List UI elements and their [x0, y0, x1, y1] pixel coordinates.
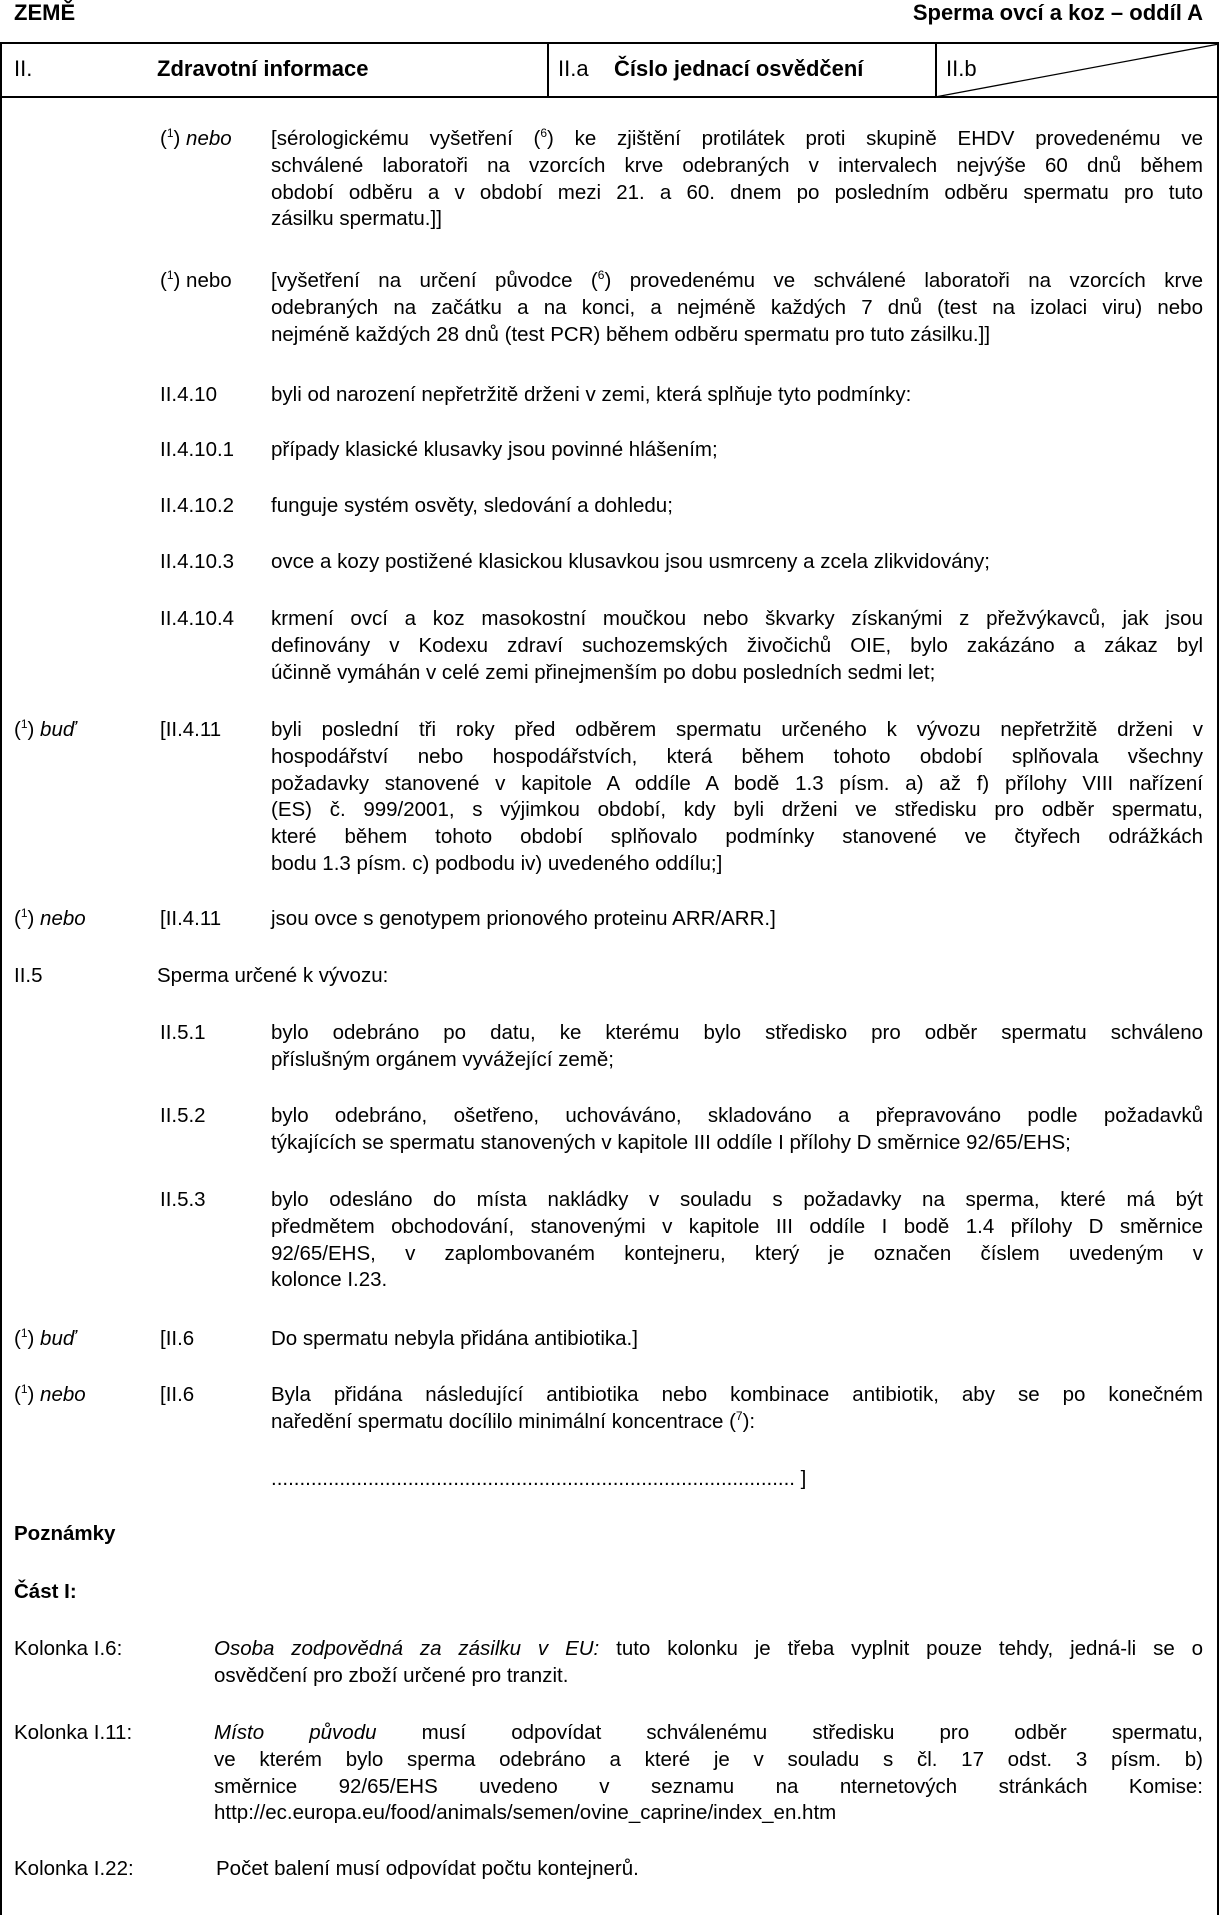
entry-code: II.4.10.3 [160, 550, 235, 573]
entry-text: bylo odebráno po datu, ke kterému bylo středisko pro odběr spermatu schváleno příslušným orgánem vyvážející země; [271, 1021, 1203, 1071]
entry-code: II.4.10.1 [160, 438, 235, 461]
option-marker: ($^1$) buď [14, 717, 76, 741]
subsection-b: II.b [946, 56, 977, 81]
entry-text: případy klasické klusavky jsou povinné hlášením; [271, 438, 718, 461]
section-number: II. [14, 56, 33, 81]
antibiotics-fill-line: ............................................................................................ ] [271, 1467, 807, 1490]
note-text: Počet balení musí odpovídat počtu kontejnerů. [216, 1857, 639, 1880]
diagonal-stroke [935, 42, 1219, 98]
subsection-a: II.a [558, 56, 589, 81]
entry-code: [II.6 [160, 1383, 195, 1406]
entry-code: II.5.1 [160, 1021, 206, 1044]
notes-heading: Poznámky [14, 1522, 116, 1545]
entry-text: [sérologickému vyšetření ($^6$) ke zjištění protilátek proti skupině EHDV provedenému ve schválené laboratoři na vzorcích krve odebraných v intervalech nejvýše 60 dnů během období odběru a v období mezi 21. a 60. dnem po posledním odběru spermatu pro tuto zásilku spermatu.]] [271, 126, 1203, 231]
option-marker: ($^1$) nebo [160, 268, 232, 292]
entry-text: jsou ovce s genotypem prionového proteinu ARR/ARR.] [271, 907, 776, 930]
entry-code: II.5 [14, 964, 43, 987]
option-marker: ($^1$) nebo [14, 906, 86, 930]
certificate-reference-label: Číslo jednací osvědčení [614, 56, 864, 81]
note-label: Kolonka I.11: [14, 1721, 133, 1744]
section-label: Zdravotní informace [157, 56, 369, 81]
entry-code: II.5.3 [160, 1188, 206, 1211]
entry-text: krmení ovcí a koz masokostní moučkou nebo škvarky získanými z přežvýkavců, jak jsou definovány v Kodexu zdraví suchozemských živočichů OIE, bylo zakázáno a zákaz byl účinně vymáhán v celé zemi přinejmenším po dobu posledních sedmi let; [271, 607, 1203, 684]
entry-code: II.4.10.4 [160, 607, 235, 630]
entry-code: [II.6 [160, 1327, 195, 1350]
entry-text: Do spermatu nebyla přidána antibiotika.] [271, 1327, 638, 1350]
note-label: Kolonka I.6: [14, 1637, 123, 1660]
bar-divider-a [547, 42, 549, 97]
entry-code: II.4.10 [160, 383, 217, 406]
entry-code: [II.4.11 [160, 907, 222, 930]
entry-text: bylo odebráno, ošetřeno, uchováváno, skladováno a přepravováno podle požadavků týkajících se spermatu stanovených v kapitole III oddíle I přílohy D směrnice 92/65/EHS; [271, 1104, 1203, 1154]
frame-right-line [1217, 42, 1219, 1915]
note-text: Osoba zodpovědná za zásilku v EU: tuto kolonku je třeba vyplnit pouze tehdy, jedná-li se o osvědčení pro zboží určené pro tranzit. [214, 1637, 1204, 1687]
note-label: Kolonka I.22: [14, 1857, 134, 1880]
option-marker: ($^1$) nebo [14, 1382, 86, 1406]
entry-text: ovce a kozy postižené klasickou klusavkou jsou usmrceny a zcela zlikvidovány; [271, 550, 990, 573]
country-label: ZEMĚ [14, 0, 76, 25]
document-title: Sperma ovcí a koz – oddíl A [912, 0, 1203, 25]
entry-code: II.4.10.2 [160, 494, 235, 517]
entry-text: [vyšetření na určení původce ($^6$) provedenému ve schválené laboratoři na vzorcích krve odebraných na začátku a na konci, a nejméně každých 7 dnů (test na izolaci viru) nebo nejméně každých 28 dnů (test PCR) během odběru spermatu pro tuto zásilku.]] [271, 268, 1203, 346]
entry-text: byli od narození nepřetržitě drženi v zemi, která splňuje tyto podmínky: [271, 383, 912, 406]
entry-text: Byla přidána následující antibiotika nebo kombinace antibiotik, aby se po konečném naředění spermatu docílilo minimální koncentrace ($^7$): [271, 1383, 1203, 1433]
entry-code: [II.4.11 [160, 718, 222, 741]
notes-part-heading: Část I: [14, 1580, 77, 1603]
entry-text: Sperma určené k vývozu: [157, 964, 389, 987]
note-text: Místo původu musí odpovídat schválenému středisku pro odběr spermatu, ve kterém bylo sperma odebráno a které je v souladu s čl. 17 odst. 3 písm. b) směrnice 92/65/EHS uvedeno v seznamu na nternetových stránkách Komise: http://ec.europa.eu/food/animals/semen/ovine_caprine/index_en.htm [214, 1721, 1203, 1825]
option-marker: ($^1$) buď [14, 1326, 76, 1350]
entry-text: bylo odesláno do místa nakládky v souladu s požadavky na sperma, které má být předmětem obchodování, stanovenými v kapitole III oddíle I bodě 1.4 přílohy D směrnice 92/65/EHS, v zaplombovaném kontejneru, který je označen číslem uvedeným v kolonce I.23. [271, 1188, 1203, 1292]
entry-text: funguje systém osvěty, sledování a dohledu; [271, 494, 673, 517]
entry-code: II.5.2 [160, 1104, 206, 1127]
entry-text: byli poslední tři roky před odběrem spermatu určeného k vývozu nepřetržitě drženi v hospodářství nebo hospodářstvích, která během tohoto období splňovala všechny požadavky stanovené v kapitole A oddíle A bodě 1.3 písm. a) až f) přílohy VIII nařízení (ES) č. 999/2001, s výjimkou období, kdy byli drženi ve středisku pro odběr spermatu, které během tohoto období splňovalo podmínky stanovené ve čtyřech odrážkách bodu 1.3 písm. c) podbodu iv) uvedeného oddílu;] [271, 718, 1203, 875]
option-marker: ($^1$) nebo [160, 126, 232, 150]
frame-left-line [0, 42, 2, 1915]
